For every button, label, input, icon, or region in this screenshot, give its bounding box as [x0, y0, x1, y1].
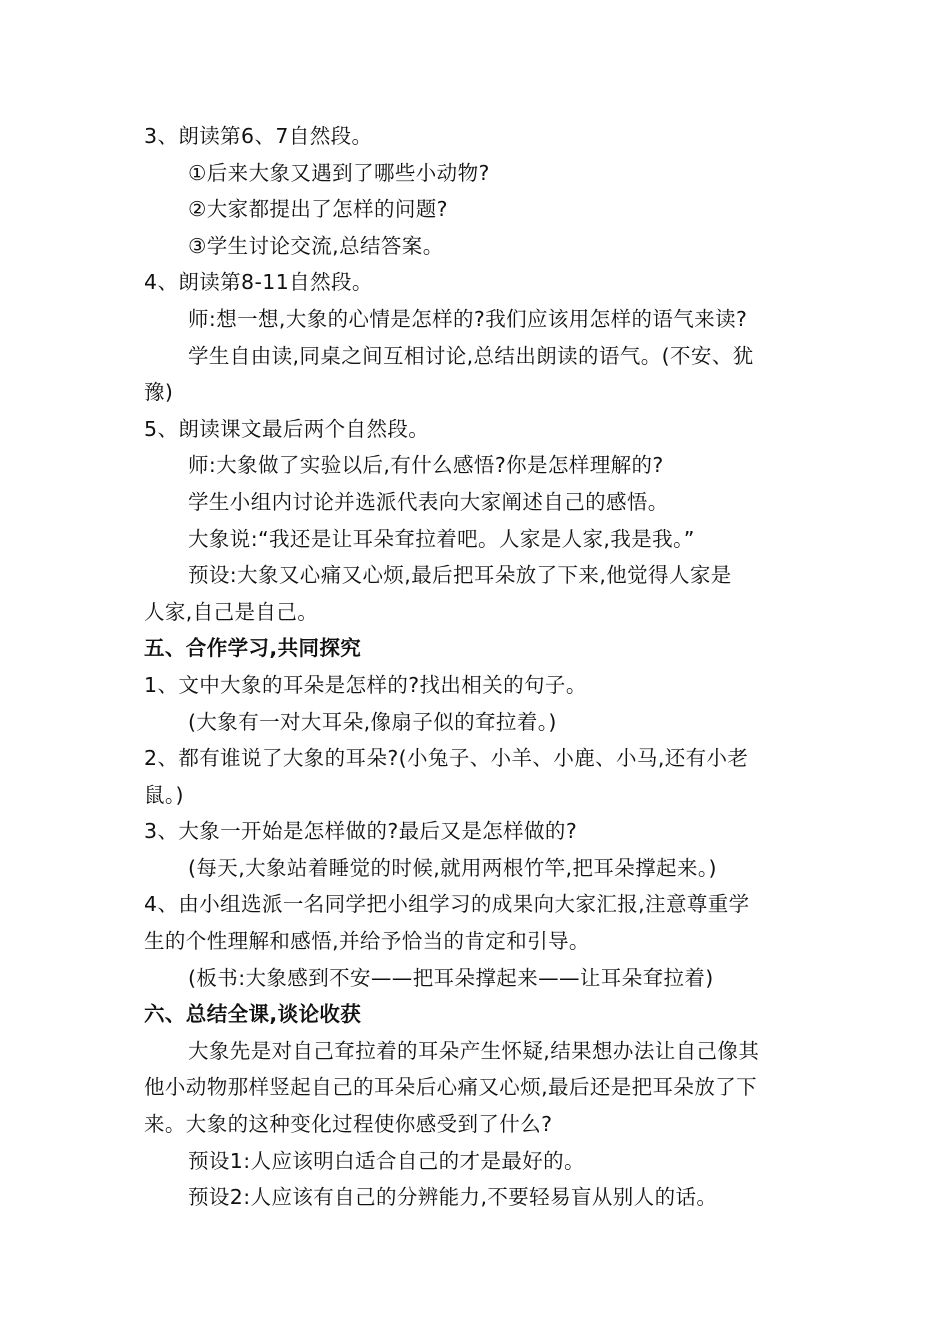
- document-page: [144, 118, 814, 1216]
- text-line: 人家,自己是自己。: [144, 599, 319, 624]
- text-line: 大象说:“我还是让耳朵耷拉着吧。人家是人家,我是我。”: [188, 526, 695, 551]
- text-line: ③学生讨论交流,总结答案。: [188, 233, 444, 258]
- text-line: 预设:大象又心痛又心烦,最后把耳朵放了下来,他觉得人家是: [188, 563, 732, 588]
- section-heading: 五、合作学习,共同探究: [144, 636, 362, 661]
- text-line: 4、朗读第8-11自然段。: [144, 270, 373, 295]
- text-line: 师:想一想,大象的心情是怎样的?我们应该用怎样的语气来读?: [188, 306, 748, 331]
- text-line: 豫): [144, 380, 174, 405]
- text-line: 预设2:人应该有自己的分辨能力,不要轻易盲从别人的话。: [188, 1185, 718, 1210]
- text-line: (板书:大象感到不安——把耳朵撑起来——让耳朵耷拉着): [188, 965, 714, 990]
- text-line: 2、都有谁说了大象的耳朵?(小兔子、小羊、小鹿、小马,还有小老: [144, 746, 749, 771]
- text-line: 5、朗读课文最后两个自然段。: [144, 416, 430, 441]
- text-line: ①后来大象又遇到了哪些小动物?: [188, 160, 490, 185]
- text-line: (每天,大象站着睡觉的时候,就用两根竹竿,把耳朵撑起来。): [188, 855, 717, 880]
- text-line: 大象先是对自己耷拉着的耳朵产生怀疑,结果想办法让自己像其: [188, 1038, 760, 1063]
- text-line: 师:大象做了实验以后,有什么感悟?你是怎样理解的?: [188, 453, 664, 478]
- text-line: 他小动物那样竖起自己的耳朵后心痛又心烦,最后还是把耳朵放了下: [144, 1075, 758, 1100]
- text-line: 来。大象的这种变化过程使你感受到了什么?: [144, 1112, 553, 1137]
- text-line: 3、朗读第6、7自然段。: [144, 124, 373, 148]
- text-line: (大象有一对大耳朵,像扇子似的耷拉着。): [188, 709, 557, 734]
- text-line: 预设1:人应该明白适合自己的才是最好的。: [188, 1148, 585, 1173]
- text-line: 3、大象一开始是怎样做的?最后又是怎样做的?: [144, 819, 578, 844]
- text-line: 1、文中大象的耳朵是怎样的?找出相关的句子。: [144, 672, 587, 697]
- text-line: 学生自由读,同桌之间互相讨论,总结出朗读的语气。(不安、犹: [188, 343, 754, 368]
- text-line: ②大家都提出了怎样的问题?: [188, 197, 448, 222]
- text-line: 4、由小组选派一名同学把小组学习的成果向大家汇报,注意尊重学: [144, 892, 750, 917]
- section-heading: 六、总结全课,谈论收获: [144, 1002, 362, 1027]
- text-line: 鼠。): [144, 782, 184, 807]
- text-line: 生的个性理解和感悟,并给予恰当的肯定和引导。: [144, 929, 590, 954]
- text-line: 学生小组内讨论并选派代表向大家阐述自己的感悟。: [188, 489, 669, 514]
